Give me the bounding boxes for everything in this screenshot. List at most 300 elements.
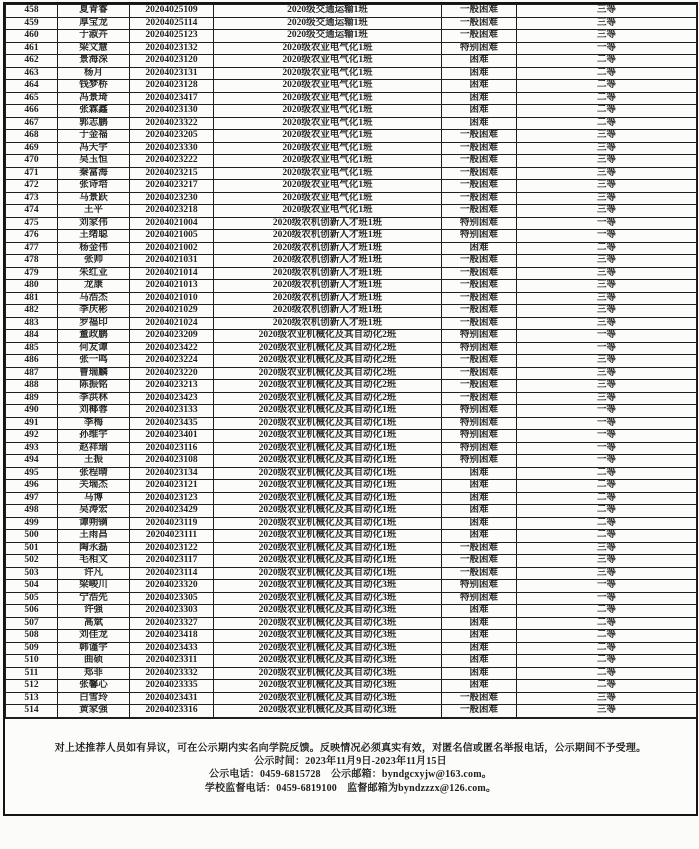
class-name-cell: 2020级农业机械化及其自动化2班 bbox=[214, 342, 442, 355]
student-id-cell: 20204021002 bbox=[130, 242, 214, 255]
class-name-cell: 2020级农业机械化及其自动化3班 bbox=[214, 667, 442, 680]
row-number-cell: 471 bbox=[6, 167, 58, 180]
difficulty-level-cell: 一般困难 bbox=[442, 292, 517, 305]
class-name-cell: 2020级农机创新人才班1班 bbox=[214, 230, 442, 243]
student-name-cell: 关瑞杰 bbox=[58, 480, 130, 493]
student-id-cell: 20204023215 bbox=[130, 167, 214, 180]
student-name-cell: 陈振铭 bbox=[58, 380, 130, 393]
difficulty-level-cell: 一般困难 bbox=[442, 367, 517, 380]
difficulty-level-cell: 特别困难 bbox=[442, 342, 517, 355]
difficulty-level-cell: 困难 bbox=[442, 467, 517, 480]
grade-tier-cell: 二等 bbox=[517, 55, 697, 68]
difficulty-level-cell: 困难 bbox=[442, 242, 517, 255]
student-name-cell: 张馨心 bbox=[58, 680, 130, 693]
class-name-cell: 2020级农业机械化及其自动化2班 bbox=[214, 355, 442, 368]
difficulty-level-cell: 困难 bbox=[442, 655, 517, 668]
table-row bbox=[6, 67, 697, 80]
class-name-cell: 2020级农业电气化1班 bbox=[214, 67, 442, 80]
table-row bbox=[6, 42, 697, 55]
grade-tier-cell: 一等 bbox=[517, 405, 697, 418]
student-name-cell: 马博 bbox=[58, 492, 130, 505]
grade-tier-cell: 二等 bbox=[517, 617, 697, 630]
table-row bbox=[6, 530, 697, 543]
table-row bbox=[6, 205, 697, 218]
table-row bbox=[6, 217, 697, 230]
row-number-cell: 460 bbox=[6, 30, 58, 43]
student-name-cell: 钱梦桥 bbox=[58, 80, 130, 93]
grade-tier-cell: 二等 bbox=[517, 67, 697, 80]
difficulty-level-cell: 一般困难 bbox=[442, 205, 517, 218]
class-name-cell: 2020级农业机械化及其自动化1班 bbox=[214, 505, 442, 518]
grade-tier-cell: 三等 bbox=[517, 280, 697, 293]
difficulty-level-cell: 一般困难 bbox=[442, 155, 517, 168]
table-row bbox=[6, 30, 697, 43]
difficulty-level-cell: 一般困难 bbox=[442, 267, 517, 280]
row-number-cell: 459 bbox=[6, 17, 58, 30]
class-name-cell: 2020级农机创新人才班1班 bbox=[214, 305, 442, 318]
student-name-cell: 于淑卉 bbox=[58, 30, 130, 43]
table-row bbox=[6, 105, 697, 118]
class-name-cell: 2020级农机创新人才班1班 bbox=[214, 255, 442, 268]
class-name-cell: 2020级农业机械化及其自动化3班 bbox=[214, 617, 442, 630]
difficulty-level-cell: 一般困难 bbox=[442, 392, 517, 405]
row-number-cell: 498 bbox=[6, 505, 58, 518]
student-name-cell: 王振 bbox=[58, 455, 130, 468]
row-number-cell: 480 bbox=[6, 280, 58, 293]
grade-tier-cell: 三等 bbox=[517, 380, 697, 393]
student-name-cell: 郭志鹏 bbox=[58, 117, 130, 130]
student-name-cell: 李洪林 bbox=[58, 392, 130, 405]
grade-tier-cell: 三等 bbox=[517, 130, 697, 143]
row-number-cell: 472 bbox=[6, 180, 58, 193]
student-id-cell: 20204023322 bbox=[130, 117, 214, 130]
grade-tier-cell: 三等 bbox=[517, 180, 697, 193]
table-row bbox=[6, 142, 697, 155]
class-name-cell: 2020级交通运输1班 bbox=[214, 17, 442, 30]
difficulty-level-cell: 特别困难 bbox=[442, 580, 517, 593]
row-number-cell: 489 bbox=[6, 392, 58, 405]
table-row bbox=[6, 580, 697, 593]
grade-tier-cell: 一等 bbox=[517, 230, 697, 243]
student-id-cell: 20204021024 bbox=[130, 317, 214, 330]
grade-tier-cell: 三等 bbox=[517, 555, 697, 568]
student-name-cell: 马浩杰 bbox=[58, 292, 130, 305]
difficulty-level-cell: 特别困难 bbox=[442, 455, 517, 468]
student-name-cell: 孙维宇 bbox=[58, 430, 130, 443]
class-name-cell: 2020级农业电气化1班 bbox=[214, 167, 442, 180]
table-row bbox=[6, 255, 697, 268]
student-name-cell: 马景跃 bbox=[58, 192, 130, 205]
difficulty-level-cell: 困难 bbox=[442, 55, 517, 68]
grade-tier-cell: 三等 bbox=[517, 567, 697, 580]
difficulty-level-cell: 特别困难 bbox=[442, 430, 517, 443]
student-name-cell: 杨月 bbox=[58, 67, 130, 80]
student-id-cell: 20204023122 bbox=[130, 542, 214, 555]
row-number-cell: 484 bbox=[6, 330, 58, 343]
class-name-cell: 2020级农机创新人才班1班 bbox=[214, 242, 442, 255]
student-name-cell: 厚宝龙 bbox=[58, 17, 130, 30]
row-number-cell: 481 bbox=[6, 292, 58, 305]
student-id-cell: 20204023435 bbox=[130, 417, 214, 430]
row-number-cell: 512 bbox=[6, 680, 58, 693]
table-row bbox=[6, 392, 697, 405]
row-number-cell: 461 bbox=[6, 42, 58, 55]
table-row bbox=[6, 692, 697, 705]
student-id-cell: 20204023335 bbox=[130, 680, 214, 693]
supervision-contact-text: 学校监督电话：0459-6819100 监督邮箱为byndzzzx@126.com。 bbox=[204, 782, 497, 794]
table-row bbox=[6, 317, 697, 330]
grade-tier-cell: 二等 bbox=[517, 667, 697, 680]
table-row bbox=[6, 592, 697, 605]
row-number-cell: 470 bbox=[6, 155, 58, 168]
student-id-cell: 20204023423 bbox=[130, 392, 214, 405]
student-name-cell: 张霖鑫 bbox=[58, 105, 130, 118]
table-row bbox=[6, 380, 697, 393]
row-number-cell: 492 bbox=[6, 430, 58, 443]
class-name-cell: 2020级农业机械化及其自动化3班 bbox=[214, 642, 442, 655]
student-id-cell: 20204021010 bbox=[130, 292, 214, 305]
table-row bbox=[6, 55, 697, 68]
student-name-cell: 景海深 bbox=[58, 55, 130, 68]
class-name-cell: 2020级农业电气化1班 bbox=[214, 105, 442, 118]
student-id-cell: 20204023303 bbox=[130, 605, 214, 618]
row-number-cell: 491 bbox=[6, 417, 58, 430]
student-id-cell: 20204023327 bbox=[130, 617, 214, 630]
difficulty-level-cell: 一般困难 bbox=[442, 542, 517, 555]
row-number-cell: 464 bbox=[6, 80, 58, 93]
difficulty-level-cell: 特别困难 bbox=[442, 217, 517, 230]
student-id-cell: 20204023205 bbox=[130, 130, 214, 143]
student-name-cell: 曲硕 bbox=[58, 655, 130, 668]
student-id-cell: 20204025114 bbox=[130, 17, 214, 30]
table-row bbox=[6, 342, 697, 355]
student-id-cell: 20204023111 bbox=[130, 530, 214, 543]
difficulty-level-cell: 困难 bbox=[442, 630, 517, 643]
student-id-cell: 20204023213 bbox=[130, 380, 214, 393]
difficulty-level-cell: 特别困难 bbox=[442, 405, 517, 418]
student-id-cell: 20204023123 bbox=[130, 492, 214, 505]
student-name-cell: 韩谨宇 bbox=[58, 642, 130, 655]
difficulty-level-cell: 困难 bbox=[442, 492, 517, 505]
table-row bbox=[6, 617, 697, 630]
grade-tier-cell: 三等 bbox=[517, 542, 697, 555]
table-body bbox=[6, 5, 697, 718]
table-row bbox=[6, 555, 697, 568]
student-id-cell: 20204023131 bbox=[130, 67, 214, 80]
table-row bbox=[6, 505, 697, 518]
table-row bbox=[6, 567, 697, 580]
difficulty-level-cell: 困难 bbox=[442, 67, 517, 80]
difficulty-level-cell: 一般困难 bbox=[442, 255, 517, 268]
student-id-cell: 20204023305 bbox=[130, 592, 214, 605]
row-number-cell: 478 bbox=[6, 255, 58, 268]
grade-tier-cell: 二等 bbox=[517, 517, 697, 530]
difficulty-level-cell: 一般困难 bbox=[442, 280, 517, 293]
grade-tier-cell: 二等 bbox=[517, 605, 697, 618]
class-name-cell: 2020级农机创新人才班1班 bbox=[214, 217, 442, 230]
class-name-cell: 2020级农业机械化及其自动化3班 bbox=[214, 692, 442, 705]
student-id-cell: 20204021029 bbox=[130, 305, 214, 318]
row-number-cell: 477 bbox=[6, 242, 58, 255]
difficulty-level-cell: 一般困难 bbox=[442, 130, 517, 143]
difficulty-level-cell: 一般困难 bbox=[442, 17, 517, 30]
difficulty-level-cell: 困难 bbox=[442, 530, 517, 543]
grade-tier-cell: 二等 bbox=[517, 480, 697, 493]
row-number-cell: 468 bbox=[6, 130, 58, 143]
row-number-cell: 494 bbox=[6, 455, 58, 468]
student-id-cell: 20204023209 bbox=[130, 330, 214, 343]
table-row bbox=[6, 330, 697, 343]
student-id-cell: 20204023220 bbox=[130, 367, 214, 380]
class-name-cell: 2020级农业机械化及其自动化1班 bbox=[214, 517, 442, 530]
student-id-cell: 20204023422 bbox=[130, 342, 214, 355]
student-name-cell: 梁文慧 bbox=[58, 42, 130, 55]
table-row bbox=[6, 492, 697, 505]
class-name-cell: 2020级农业机械化及其自动化3班 bbox=[214, 705, 442, 718]
student-name-cell: 陶永磊 bbox=[58, 542, 130, 555]
class-name-cell: 2020级农业机械化及其自动化3班 bbox=[214, 655, 442, 668]
table-row bbox=[6, 80, 697, 93]
student-id-cell: 20204021014 bbox=[130, 267, 214, 280]
student-name-cell: 宁浩先 bbox=[58, 592, 130, 605]
grade-tier-cell: 一等 bbox=[517, 580, 697, 593]
class-name-cell: 2020级农业电气化1班 bbox=[214, 192, 442, 205]
table-row bbox=[6, 455, 697, 468]
student-id-cell: 20204023132 bbox=[130, 42, 214, 55]
table-row bbox=[6, 292, 697, 305]
table-row bbox=[6, 117, 697, 130]
row-number-cell: 483 bbox=[6, 317, 58, 330]
difficulty-level-cell: 一般困难 bbox=[442, 692, 517, 705]
difficulty-level-cell: 一般困难 bbox=[442, 192, 517, 205]
class-name-cell: 2020级农业电气化1班 bbox=[214, 92, 442, 105]
row-number-cell: 465 bbox=[6, 92, 58, 105]
student-id-cell: 20204023320 bbox=[130, 580, 214, 593]
student-id-cell: 20204023217 bbox=[130, 180, 214, 193]
class-name-cell: 2020级农机创新人才班1班 bbox=[214, 267, 442, 280]
publicity-period-text: 公示时间：2023年11月9日-2023年11月15日 bbox=[254, 755, 447, 767]
class-name-cell: 2020级农业电气化1班 bbox=[214, 155, 442, 168]
table-row bbox=[6, 367, 697, 380]
student-name-cell: 毛相文 bbox=[58, 555, 130, 568]
grade-tier-cell: 三等 bbox=[517, 142, 697, 155]
student-id-cell: 20204023218 bbox=[130, 205, 214, 218]
difficulty-level-cell: 特别困难 bbox=[442, 230, 517, 243]
row-number-cell: 487 bbox=[6, 367, 58, 380]
table-row bbox=[6, 442, 697, 455]
student-id-cell: 20204023332 bbox=[130, 667, 214, 680]
row-number-cell: 503 bbox=[6, 567, 58, 580]
difficulty-level-cell: 一般困难 bbox=[442, 180, 517, 193]
student-name-cell: 龙康 bbox=[58, 280, 130, 293]
row-number-cell: 495 bbox=[6, 467, 58, 480]
grade-tier-cell: 三等 bbox=[517, 255, 697, 268]
class-name-cell: 2020级农业机械化及其自动化1班 bbox=[214, 555, 442, 568]
class-name-cell: 2020级农业机械化及其自动化1班 bbox=[214, 455, 442, 468]
student-id-cell: 20204023230 bbox=[130, 192, 214, 205]
grade-tier-cell: 一等 bbox=[517, 342, 697, 355]
difficulty-level-cell: 特别困难 bbox=[442, 330, 517, 343]
student-name-cell: 梁峻川 bbox=[58, 580, 130, 593]
class-name-cell: 2020级交通运输1班 bbox=[214, 30, 442, 43]
grade-tier-cell: 二等 bbox=[517, 530, 697, 543]
row-number-cell: 504 bbox=[6, 580, 58, 593]
student-name-cell: 吴玉恒 bbox=[58, 155, 130, 168]
grade-tier-cell: 三等 bbox=[517, 692, 697, 705]
student-name-cell: 刘家伟 bbox=[58, 217, 130, 230]
student-name-cell: 王雨昌 bbox=[58, 530, 130, 543]
grade-tier-cell: 三等 bbox=[517, 392, 697, 405]
table-row bbox=[6, 267, 697, 280]
grade-tier-cell: 三等 bbox=[517, 367, 697, 380]
grade-tier-cell: 二等 bbox=[517, 105, 697, 118]
contact-info-text: 公示电话：0459-6815728 公示邮箱：byndgcxyjw@163.com。 bbox=[209, 769, 492, 781]
row-number-cell: 473 bbox=[6, 192, 58, 205]
student-id-cell: 20204023130 bbox=[130, 105, 214, 118]
class-name-cell: 2020级农业机械化及其自动化1班 bbox=[214, 467, 442, 480]
student-id-cell: 20204023128 bbox=[130, 80, 214, 93]
difficulty-level-cell: 一般困难 bbox=[442, 5, 517, 18]
grade-tier-cell: 三等 bbox=[517, 205, 697, 218]
difficulty-level-cell: 困难 bbox=[442, 517, 517, 530]
class-name-cell: 2020级农业机械化及其自动化3班 bbox=[214, 605, 442, 618]
student-id-cell: 20204023429 bbox=[130, 505, 214, 518]
difficulty-level-cell: 困难 bbox=[442, 642, 517, 655]
class-name-cell: 2020级农机创新人才班1班 bbox=[214, 280, 442, 293]
student-id-cell: 20204021004 bbox=[130, 217, 214, 230]
table-row bbox=[6, 480, 697, 493]
table-row bbox=[6, 5, 697, 18]
student-name-cell: 杨金伟 bbox=[58, 242, 130, 255]
row-number-cell: 497 bbox=[6, 492, 58, 505]
class-name-cell: 2020级农业机械化及其自动化1班 bbox=[214, 542, 442, 555]
difficulty-level-cell: 一般困难 bbox=[442, 355, 517, 368]
difficulty-level-cell: 一般困难 bbox=[442, 167, 517, 180]
grade-tier-cell: 三等 bbox=[517, 17, 697, 30]
grade-tier-cell: 二等 bbox=[517, 80, 697, 93]
row-number-cell: 463 bbox=[6, 67, 58, 80]
objection-notice-text: 对上述推荐人员如有异议，可在公示期内实名向学院反馈。反映情况必须真实有效，对匿名信或匿名举报电话，公示期间不予受理。 bbox=[54, 742, 647, 754]
table-row bbox=[6, 167, 697, 180]
student-id-cell: 20204023114 bbox=[130, 567, 214, 580]
student-id-cell: 20204023224 bbox=[130, 355, 214, 368]
table-row bbox=[6, 230, 697, 243]
table-row bbox=[6, 192, 697, 205]
table-row bbox=[6, 280, 697, 293]
grade-tier-cell: 二等 bbox=[517, 630, 697, 643]
row-number-cell: 482 bbox=[6, 305, 58, 318]
class-name-cell: 2020级农业电气化1班 bbox=[214, 55, 442, 68]
grade-tier-cell: 二等 bbox=[517, 680, 697, 693]
difficulty-level-cell: 特别困难 bbox=[442, 42, 517, 55]
difficulty-level-cell: 一般困难 bbox=[442, 555, 517, 568]
class-name-cell: 2020级农业机械化及其自动化3班 bbox=[214, 630, 442, 643]
student-name-cell: 罗福印 bbox=[58, 317, 130, 330]
class-name-cell: 2020级农业电气化1班 bbox=[214, 142, 442, 155]
class-name-cell: 2020级农业机械化及其自动化2班 bbox=[214, 392, 442, 405]
row-number-cell: 500 bbox=[6, 530, 58, 543]
student-name-cell: 李梅 bbox=[58, 417, 130, 430]
student-id-cell: 20204023120 bbox=[130, 55, 214, 68]
difficulty-level-cell: 困难 bbox=[442, 505, 517, 518]
difficulty-level-cell: 特别困难 bbox=[442, 442, 517, 455]
difficulty-level-cell: 困难 bbox=[442, 480, 517, 493]
class-name-cell: 2020级农业电气化1班 bbox=[214, 180, 442, 193]
table-row bbox=[6, 705, 697, 718]
class-name-cell: 2020级农业机械化及其自动化1班 bbox=[214, 567, 442, 580]
row-number-cell: 499 bbox=[6, 517, 58, 530]
grade-tier-cell: 二等 bbox=[517, 92, 697, 105]
row-number-cell: 505 bbox=[6, 592, 58, 605]
table-row bbox=[6, 630, 697, 643]
scholarship-roster-table bbox=[5, 4, 697, 718]
grade-tier-cell: 一等 bbox=[517, 42, 697, 55]
student-name-cell: 夏青睿 bbox=[58, 5, 130, 18]
student-name-cell: 张一鸣 bbox=[58, 355, 130, 368]
class-name-cell: 2020级农机创新人才班1班 bbox=[214, 292, 442, 305]
row-number-cell: 486 bbox=[6, 355, 58, 368]
student-name-cell: 王平 bbox=[58, 205, 130, 218]
student-id-cell: 20204023116 bbox=[130, 442, 214, 455]
student-id-cell: 20204023401 bbox=[130, 430, 214, 443]
class-name-cell: 2020级农业机械化及其自动化3班 bbox=[214, 680, 442, 693]
difficulty-level-cell: 一般困难 bbox=[442, 142, 517, 155]
difficulty-level-cell: 困难 bbox=[442, 117, 517, 130]
grade-tier-cell: 一等 bbox=[517, 217, 697, 230]
table-row bbox=[6, 430, 697, 443]
student-id-cell: 20204023108 bbox=[130, 455, 214, 468]
grade-tier-cell: 二等 bbox=[517, 467, 697, 480]
table-row bbox=[6, 655, 697, 668]
row-number-cell: 466 bbox=[6, 105, 58, 118]
table-row bbox=[6, 417, 697, 430]
student-name-cell: 于金福 bbox=[58, 130, 130, 143]
student-name-cell: 赵祥瑞 bbox=[58, 442, 130, 455]
difficulty-level-cell: 一般困难 bbox=[442, 567, 517, 580]
row-number-cell: 488 bbox=[6, 380, 58, 393]
student-id-cell: 20204023311 bbox=[130, 655, 214, 668]
class-name-cell: 2020级农业机械化及其自动化1班 bbox=[214, 530, 442, 543]
grade-tier-cell: 二等 bbox=[517, 117, 697, 130]
student-name-cell: 冯天宇 bbox=[58, 142, 130, 155]
difficulty-level-cell: 困难 bbox=[442, 667, 517, 680]
grade-tier-cell: 三等 bbox=[517, 305, 697, 318]
difficulty-level-cell: 困难 bbox=[442, 92, 517, 105]
grade-tier-cell: 二等 bbox=[517, 642, 697, 655]
grade-tier-cell: 一等 bbox=[517, 330, 697, 343]
difficulty-level-cell: 困难 bbox=[442, 680, 517, 693]
row-number-cell: 501 bbox=[6, 542, 58, 555]
table-row bbox=[6, 355, 697, 368]
table-row bbox=[6, 130, 697, 143]
grade-tier-cell: 三等 bbox=[517, 292, 697, 305]
row-number-cell: 514 bbox=[6, 705, 58, 718]
difficulty-level-cell: 困难 bbox=[442, 105, 517, 118]
student-id-cell: 20204023222 bbox=[130, 155, 214, 168]
row-number-cell: 506 bbox=[6, 605, 58, 618]
difficulty-level-cell: 一般困难 bbox=[442, 380, 517, 393]
student-id-cell: 20204023316 bbox=[130, 705, 214, 718]
student-name-cell: 冯景琦 bbox=[58, 92, 130, 105]
difficulty-level-cell: 困难 bbox=[442, 617, 517, 630]
student-name-cell: 吴涛宏 bbox=[58, 505, 130, 518]
row-number-cell: 462 bbox=[6, 55, 58, 68]
student-name-cell: 董政鹏 bbox=[58, 330, 130, 343]
class-name-cell: 2020级农业机械化及其自动化1班 bbox=[214, 480, 442, 493]
difficulty-level-cell: 特别困难 bbox=[442, 417, 517, 430]
student-name-cell: 李庆彬 bbox=[58, 305, 130, 318]
difficulty-level-cell: 一般困难 bbox=[442, 317, 517, 330]
